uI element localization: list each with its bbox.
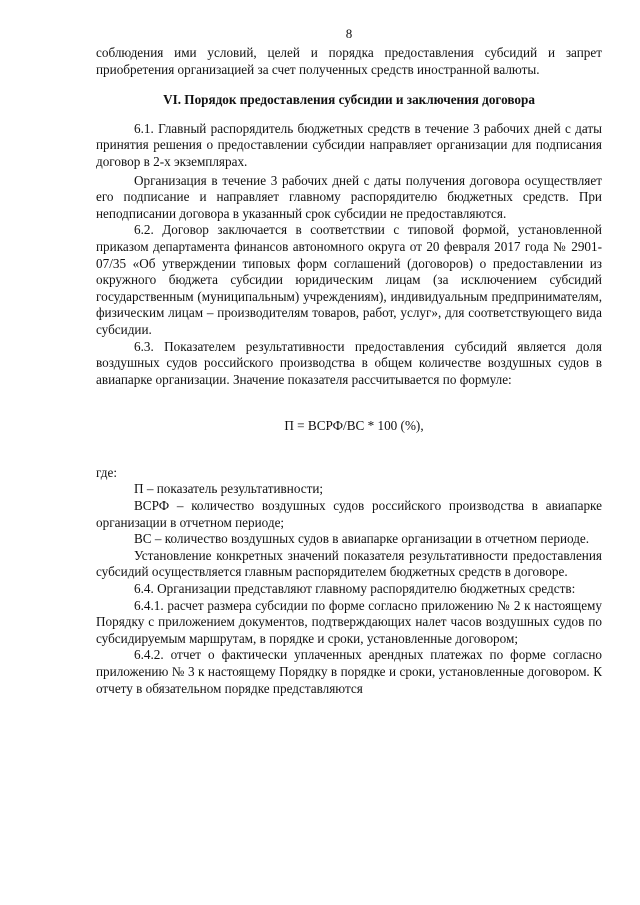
- page-number: 8: [345, 26, 353, 41]
- paragraph-6-2: 6.2. Договор заключается в соответствии с типовой формой, установленной приказом департамента финансов автономного округа от 20 февраля 2017 года № 2901-07/35 «Об утверждении типовых форм соглашений (договоров) о предоставлении из окружного бюджета субсидии юридическим лицам (за исключением субсидий государственным (муниципальным) учреждениям), индивидуальным предпринимателям, физическим лицам – производителям товаров, работ, услуг», для соответствующего вида субсидии.: [96, 222, 602, 337]
- paragraph-6-4-2: 6.4.2. отчет о фактически уплаченных арендных платежах по форме согласно приложению № 3 к настоящему Порядку в порядке и сроки, установленные договором. К отчету в обязательном порядке представляются: [96, 647, 602, 696]
- section-heading: VI. Порядок предоставления субсидии и заключения договора: [163, 92, 535, 108]
- formula: П = ВСРФ/ВС * 100 (%),: [284, 418, 424, 434]
- definition-p: П – показатель результативности;: [134, 481, 324, 497]
- paragraph-6-4: 6.4. Организации представляют главному распорядителю бюджетных средств:: [134, 581, 576, 597]
- paragraph-organization: Организация в течение 3 рабочих дней с даты получения договора осуществляет его подписание и направляет главному распорядителю бюджетных средств. При неподписании договора в указанный срок субсидии не предоставляются.: [96, 172, 602, 221]
- paragraph-6-1: 6.1. Главный распорядитель бюджетных средств в течение 3 рабочих дней с даты принятия решения о предоставлении субсидии направляет организации для подписания договор в 2-х экземплярах.: [96, 120, 602, 169]
- paragraph-indicator-values: Установление конкретных значений показателя результативности предоставления субсидий осуществляется главным распорядителем бюджетных средств в договоре.: [96, 547, 602, 580]
- paragraph-6-4-1: 6.4.1. расчет размера субсидии по форме согласно приложению № 2 к настоящему Порядку с приложением документов, подтверждающих налет часов воздушных судов по субсидируемым маршрутам, в порядке и сроки, установленные договором;: [96, 597, 602, 646]
- definition-vsrf: ВСРФ – количество воздушных судов российского производства в авиапарке организации в отчетном периоде;: [96, 498, 602, 530]
- where-label: где:: [96, 464, 117, 480]
- definition-vs: ВС – количество воздушных судов в авиапарке организации в отчетном периоде.: [134, 531, 590, 547]
- continuation-paragraph: соблюдения ими условий, целей и порядка предоставления субсидий и запрет приобретения организацией за счет полученных средств иностранной валюты.: [96, 45, 602, 77]
- paragraph-6-3: 6.3. Показателем результативности предоставления субсидий является доля воздушных судов российского производства в общем количестве воздушных судов в авиапарке организации. Значение показателя рассчитывается по формуле:: [96, 338, 602, 387]
